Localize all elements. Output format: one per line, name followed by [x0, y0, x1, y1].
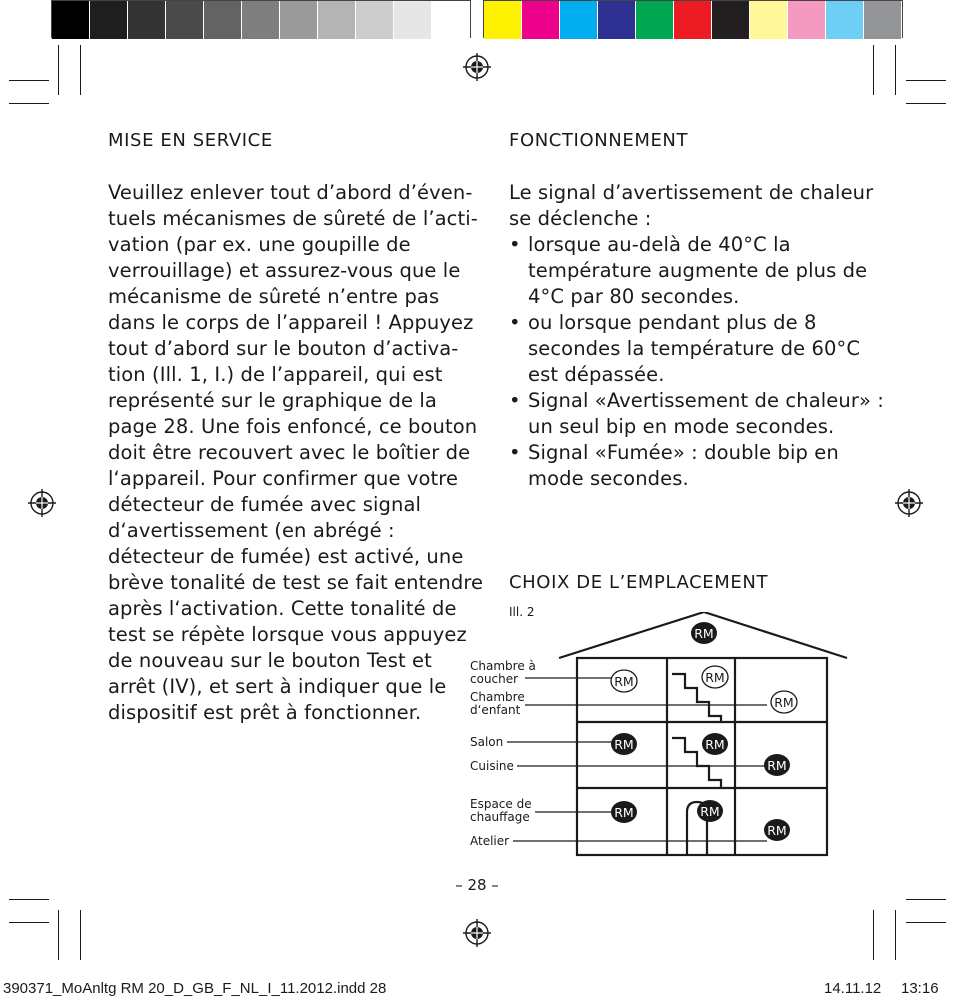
detector-label: RM — [705, 670, 725, 685]
detector-outline-icon — [702, 666, 728, 688]
text-line: lorsque au-delà de 40°C la — [528, 233, 791, 256]
bullet-icon: • — [509, 311, 521, 334]
calibration-swatch — [356, 1, 394, 39]
text-line: détecteur de fumée) est activé, une — [108, 545, 464, 568]
room-label-living: Salon — [470, 735, 504, 749]
list-item — [509, 232, 868, 310]
page-number: – 28 – — [455, 876, 499, 894]
house-smoke-detector-diagram — [467, 612, 852, 860]
footer-filename: 390371_MoAnltg RM 20_D_GB_F_NL_I_11.2012.indd 28 — [3, 980, 387, 997]
text-line: l‘appareil. Pour confirmer que votre — [108, 467, 459, 490]
text-line: page 28. Une fois enfoncé, ce bouton — [108, 415, 478, 438]
calibration-swatch — [598, 1, 636, 39]
left-column — [108, 128, 484, 726]
text-line: d‘avertissement (en abrégé : — [108, 519, 395, 542]
calibration-swatch — [166, 1, 204, 39]
text-line: secondes la température de 60°C — [528, 337, 861, 360]
calibration-swatch — [674, 1, 712, 39]
registration-mark-icon — [462, 52, 492, 82]
text-line: doit être recouvert avec le boîtier de — [108, 441, 471, 464]
text-line: verrouillage) et assurez-vous que le — [108, 259, 461, 282]
detector-label: RM — [614, 674, 634, 689]
calibration-swatch — [636, 1, 674, 39]
detector-label: RM — [694, 626, 714, 641]
calibration-swatch — [318, 1, 356, 39]
bullet-icon: • — [509, 233, 521, 256]
smoke-detector-icon — [764, 819, 790, 841]
text-line: vation (par ex. une goupille de — [108, 233, 411, 256]
grayscale-calibration-bar — [51, 0, 471, 38]
section-heading-fonctionnement: FONCTIONNEMENT — [509, 130, 689, 151]
registration-mark-icon — [462, 918, 492, 948]
bullet-icon: • — [509, 389, 521, 412]
calibration-swatch — [826, 1, 864, 39]
detector-label: RM — [705, 737, 725, 752]
detector-label: RM — [767, 823, 787, 838]
calibration-swatch — [52, 1, 90, 39]
calibration-swatch — [242, 1, 280, 39]
text-line: tuels mécanismes de sûreté de l’acti- — [108, 207, 478, 230]
text-line: Veuillez enlever tout d’abord d’éven- — [108, 181, 473, 204]
detector-label: RM — [614, 805, 634, 820]
text-line: test se répète lorsque vous appuyez — [108, 623, 467, 646]
section-heading-choix-emplacement: CHOIX DE L’EMPLACEMENT — [509, 572, 769, 593]
detector-label: RM — [614, 737, 634, 752]
text-line: tion (Ill. 1, I.) de l’appareil, qui est — [108, 363, 443, 386]
calibration-swatch — [432, 1, 470, 39]
room-label-boiler: chauffage — [470, 810, 530, 824]
text-line: mécanisme de sûreté n’entre pas — [108, 285, 440, 308]
text-line: de nouveau sur le bouton Test et — [108, 649, 432, 672]
detector-outline-icon — [771, 691, 797, 713]
calibration-swatch — [788, 1, 826, 39]
footer-date: 14.11.12 — [824, 980, 882, 997]
smoke-detector-icon — [764, 754, 790, 776]
text-line: détecteur de fumée avec signal — [108, 493, 422, 516]
text-line: température augmente de plus de — [528, 259, 868, 282]
text-line: arrêt (IV), et sert à indiquer que le — [108, 675, 447, 698]
illustration-label: Ill. 2 — [509, 605, 535, 619]
text-line: un seul bip en mode secondes. — [528, 415, 835, 438]
text-line: mode secondes. — [528, 467, 689, 490]
calibration-swatch — [560, 1, 598, 39]
registration-mark-icon — [27, 488, 57, 518]
calibration-swatch — [484, 1, 522, 39]
detector-label: RM — [767, 758, 787, 773]
list-item — [509, 310, 859, 388]
calibration-swatch — [522, 1, 560, 39]
smoke-detector-icon — [691, 622, 717, 644]
calibration-swatch — [90, 1, 128, 39]
text-line: Signal «Avertissement de chaleur» : — [528, 389, 884, 412]
calibration-swatch — [394, 1, 432, 39]
smoke-detector-icon — [702, 733, 728, 755]
calibration-swatch — [712, 1, 750, 39]
text-line: représenté sur le graphique de la — [108, 389, 437, 412]
smoke-detector-icon — [611, 801, 637, 823]
list-item — [509, 388, 884, 440]
text-line: après l‘activation. Cette tonalité de — [108, 597, 457, 620]
calibration-swatch — [864, 1, 902, 39]
room-label-boiler: Espace de — [470, 797, 532, 811]
registration-mark-icon — [894, 488, 924, 518]
text-line: ou lorsque pendant plus de 8 — [528, 311, 817, 334]
text-line: se déclenche : — [509, 207, 652, 230]
text-line: Signal «Fumée» : double bip en — [528, 441, 839, 464]
calibration-swatch — [280, 1, 318, 39]
fonctionnement-intro — [509, 180, 874, 232]
text-line: brève tonalité de test se fait entendre — [108, 571, 484, 594]
calibration-swatch — [204, 1, 242, 39]
smoke-detector-icon — [611, 733, 637, 755]
room-label-bedroom: Chambre à — [470, 659, 536, 673]
color-calibration-bar — [483, 0, 903, 38]
text-line: Le signal d’avertissement de chaleur — [509, 181, 874, 204]
text-line: est dépassée. — [528, 363, 665, 386]
text-line: dans le corps de l’appareil ! Appuyez — [108, 311, 474, 334]
room-label-kids-room: Chambre — [470, 690, 525, 704]
right-column — [509, 128, 884, 596]
text-line: tout d’abord sur le bouton d’activa- — [108, 337, 459, 360]
list-item — [509, 440, 859, 492]
bullet-list — [509, 232, 884, 492]
footer-time: 13:16 — [901, 980, 939, 997]
detector-outline-icon — [611, 670, 637, 692]
text-line: 4°C par 80 secondes. — [528, 285, 740, 308]
room-label-kitchen: Cuisine — [470, 759, 514, 773]
detector-label: RM — [774, 695, 794, 710]
room-label-workshop: Atelier — [470, 834, 510, 848]
section-heading-mise-en-service: MISE EN SERVICE — [108, 130, 273, 151]
bullet-icon: • — [509, 441, 521, 464]
detector-label: RM — [700, 804, 720, 819]
smoke-detector-icon — [697, 800, 723, 822]
calibration-swatch — [128, 1, 166, 39]
text-line: dispositif est prêt à fonctionner. — [108, 701, 422, 724]
room-label-bedroom: coucher — [470, 672, 519, 686]
room-label-kids-room: d‘enfant — [470, 703, 521, 717]
mise-en-service-text — [108, 180, 484, 726]
calibration-swatch — [750, 1, 788, 39]
